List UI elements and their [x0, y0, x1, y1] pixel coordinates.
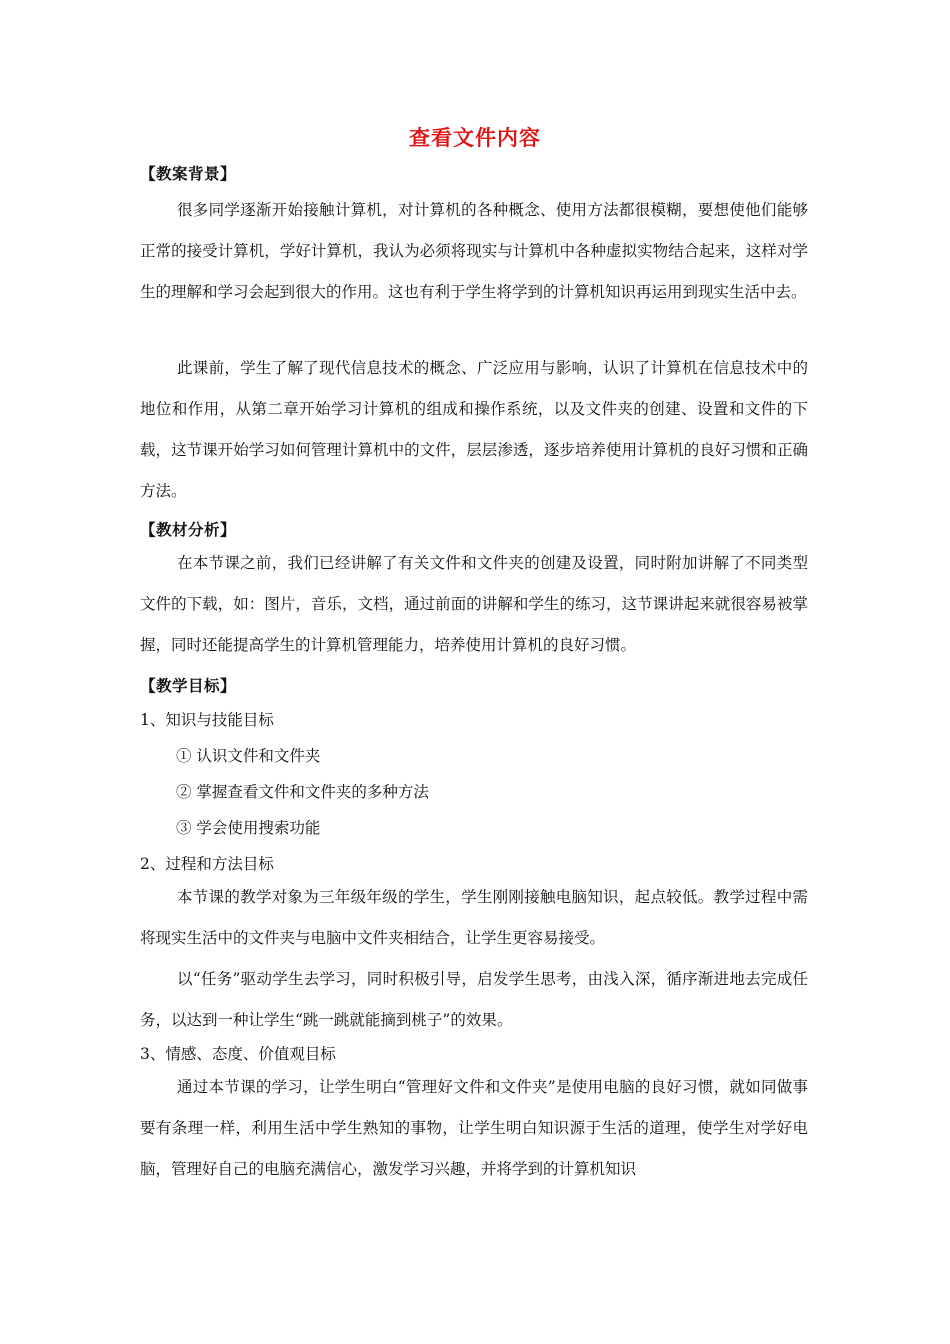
goal-3-label: 3、情感、态度、价值观目标: [140, 1045, 336, 1063]
goal-1-label: 1、知识与技能目标: [140, 711, 274, 729]
goal-1-item-1: ① 认识文件和文件夹: [176, 747, 321, 765]
analysis-paragraph-1: 在本节课之前，我们已经讲解了有关文件和文件夹的创建及设置，同时附加讲解了不同类型文件的下载，如：图片，音乐，文档，通过前面的讲解和学生的练习，这节课讲起来就很容易被掌握，同时还能提高学生的计算机管理能力，培养使用计算机的良好习惯。: [140, 554, 808, 654]
background-paragraph-2: 此课前，学生了解了现代信息技术的概念、广泛应用与影响，认识了计算机在信息技术中的地位和作用，从第二章开始学习计算机的组成和操作系统，以及文件夹的创建、设置和文件的下载，这节课开始学习如何管理计算机中的文件，层层渗透，逐步培养使用计算机的良好习惯和正确方法。: [140, 359, 808, 500]
goal-1-item-3: ③ 学会使用搜索功能: [176, 819, 321, 837]
section-heading-analysis: 【教材分析】: [140, 521, 237, 539]
document-title: 查看文件内容: [409, 126, 541, 150]
section-heading-background: 【教案背景】: [140, 165, 237, 183]
goal-1-item-2: ② 掌握查看文件和文件夹的多种方法: [176, 783, 429, 801]
goal-3-paragraph-1: 通过本节课的学习，让学生明白“管理好文件和文件夹”是使用电脑的良好习惯，就如同做事要有条理一样，利用生活中学生熟知的事物，让学生明白知识源于生活的道理，使学生对学好电脑，管理好自己的电脑充满信心，激发学习兴趣，并将学到的计算机知识: [140, 1078, 808, 1178]
section-heading-goals: 【教学目标】: [140, 677, 237, 695]
background-paragraph-1: 很多同学逐渐开始接触计算机，对计算机的各种概念、使用方法都很模糊，要想使他们能够正常的接受计算机，学好计算机，我认为必须将现实与计算机中各种虚拟实物结合起来，这样对学生的理解和学习会起到很大的作用。这也有利于学生将学到的计算机知识再运用到现实生活中去。: [140, 201, 808, 301]
goal-2-label: 2、过程和方法目标: [140, 855, 274, 873]
goal-2-paragraph-2: 以“任务”驱动学生去学习，同时积极引导，启发学生思考，由浅入深，循序渐进地去完成任务，以达到一种让学生“跳一跳就能摘到桃子”的效果。: [140, 970, 808, 1029]
goal-2-paragraph-1: 本节课的教学对象为三年级年级的学生，学生刚刚接触电脑知识，起点较低。教学过程中需将现实生活中的文件夹与电脑中文件夹相结合，让学生更容易接受。: [140, 888, 808, 947]
